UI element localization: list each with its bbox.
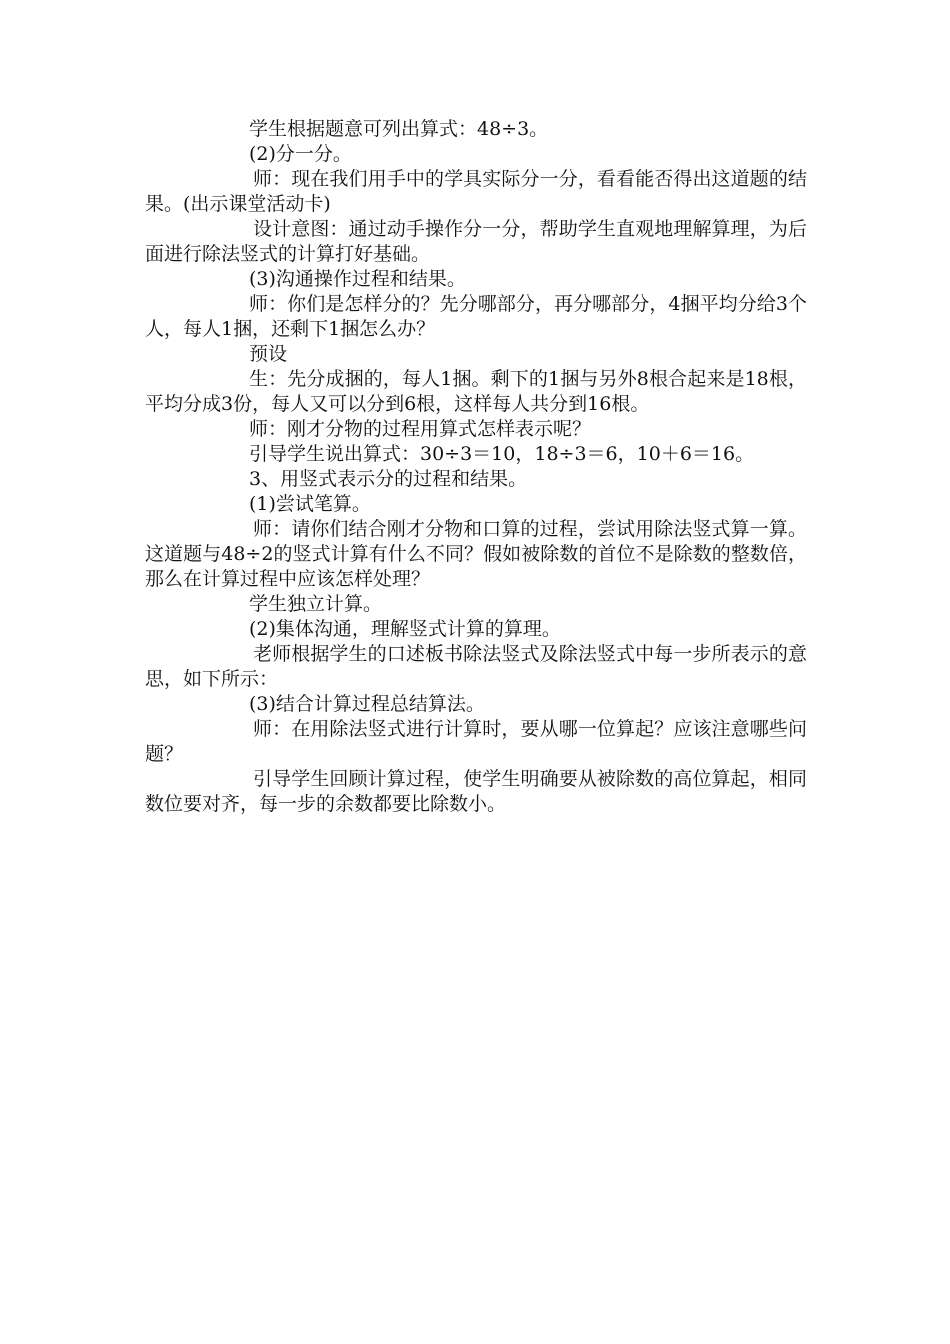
paragraph: 师：你们是怎样分的？先分哪部分，再分哪部分，4捆平均分给3个人，每人1捆，还剩下1捆怎么办？	[145, 293, 807, 340]
paragraph: 师：在用除法竖式进行计算时，要从哪一位算起？应该注意哪些问题？	[145, 718, 807, 765]
document-body	[145, 117, 807, 817]
paragraph: 预设	[249, 343, 288, 365]
paragraph: 师：请你们结合刚才分物和口算的过程，尝试用除法竖式算一算。这道题与48÷2的竖式计算有什么不同？假如被除数的首位不是除数的整数倍，那么在计算过程中应该怎样处理？	[145, 518, 807, 590]
paragraph: 老师根据学生的口述板书除法竖式及除法竖式中每一步所表示的意思，如下所示：	[145, 643, 807, 690]
paragraph: 设计意图：通过动手操作分一分，帮助学生直观地理解算理，为后面进行除法竖式的计算打好基础。	[145, 218, 807, 265]
paragraph: (1)尝试笔算。	[249, 493, 371, 515]
paragraph: (2)集体沟通，理解竖式计算的算理。	[249, 618, 561, 640]
paragraph: 引导学生说出算式：30÷3＝10，18÷3＝6，10＋6＝16。	[249, 443, 755, 465]
paragraph: (3)沟通操作过程和结果。	[249, 268, 466, 290]
paragraph: 师：刚才分物的过程用算式怎样表示呢？	[249, 418, 592, 440]
paragraph: (2)分一分。	[249, 143, 352, 165]
paragraph: 生：先分成捆的，每人1捆。剩下的1捆与另外8根合起来是18根，平均分成3份，每人又可以分到6根，这样每人共分到16根。	[145, 368, 807, 415]
paragraph: 学生独立计算。	[249, 593, 383, 615]
paragraph: 引导学生回顾计算过程，使学生明确要从被除数的高位算起，相同数位要对齐，每一步的余数都要比除数小。	[145, 768, 807, 815]
section-heading: 3、用竖式表示分的过程和结果。	[249, 468, 528, 490]
paragraph: 师：现在我们用手中的学具实际分一分，看看能否得出这道题的结果。(出示课堂活动卡)	[145, 168, 807, 215]
paragraph: 学生根据题意可列出算式：48÷3。	[249, 118, 549, 140]
paragraph: (3)结合计算过程总结算法。	[249, 693, 485, 715]
